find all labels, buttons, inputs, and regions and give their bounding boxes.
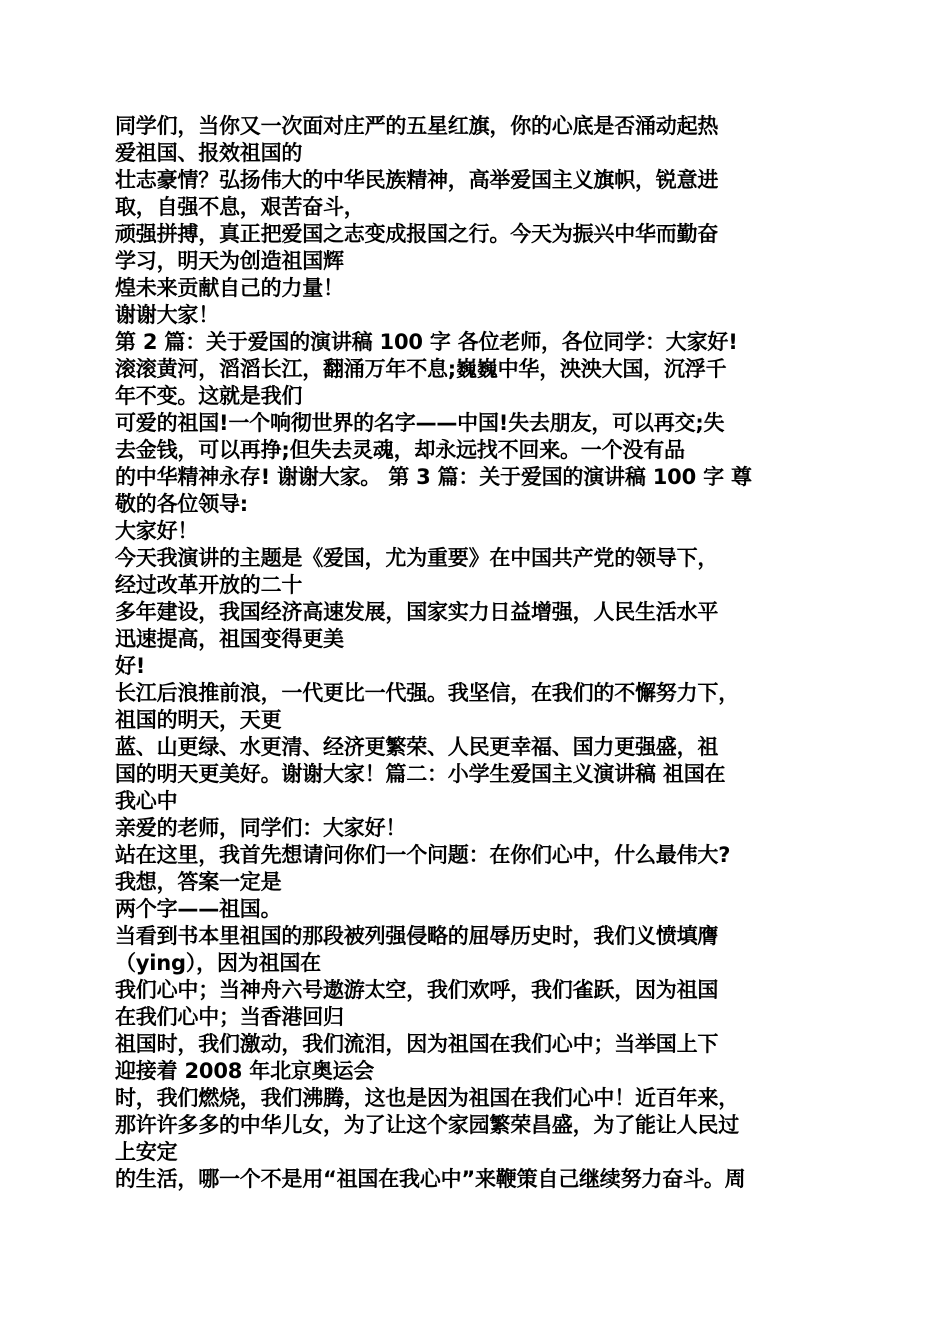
text-line: 上安定 xyxy=(115,1140,178,1164)
text-line: 长江后浪推前浪，一代更比一代强。我坚信，在我们的不懈努力下， xyxy=(115,681,739,705)
text-line: 那许许多多的中华儿女，为了让这个家园繁荣昌盛，为了能让人民过 xyxy=(115,1113,739,1137)
text-line: （ying），因为祖国在 xyxy=(115,951,321,975)
text-line: 学习，明天为创造祖国辉 xyxy=(115,249,344,273)
text-line: 祖国的明天，天更 xyxy=(115,708,282,732)
text-line: 迅速提高，祖国变得更美 xyxy=(115,627,344,651)
text-line: 我心中 xyxy=(115,789,178,813)
text-line: 亲爱的老师，同学们：大家好！ xyxy=(115,816,407,840)
text-line: 年不变。这就是我们 xyxy=(115,384,303,408)
text-line: 我们心中；当神舟六号遨游太空，我们欢呼，我们雀跃，因为祖国 xyxy=(115,978,719,1002)
text-line: 当看到书本里祖国的那段被列强侵略的屈辱历史时，我们义愤填膺 xyxy=(115,924,719,948)
text-line: 好! xyxy=(115,654,146,678)
text-line: 取，自强不息，艰苦奋斗， xyxy=(115,195,365,219)
text-line: 祖国时，我们激动，我们流泪，因为祖国在我们心中；当举国上下 xyxy=(115,1032,719,1056)
text-line: 壮志豪情？弘扬伟大的中华民族精神，高举爱国主义旗帜，锐意进 xyxy=(115,168,719,192)
text-line: 国的明天更美好。谢谢大家！篇二：小学生爱国主义演讲稿 祖国在 xyxy=(115,762,726,786)
text-line: 去金钱，可以再挣;但失去灵魂，却永远找不回来。一个没有品 xyxy=(115,438,685,462)
text-line: 敬的各位领导: xyxy=(115,492,248,516)
text-line: 的中华精神永存! 谢谢大家。 第 3 篇：关于爱国的演讲稿 100 字 尊 xyxy=(115,465,752,489)
text-line: 迎接着 2008 年北京奥运会 xyxy=(115,1059,375,1083)
text-line: 可爱的祖国!一个响彻世界的名字——中国!失去朋友，可以再交;失 xyxy=(115,411,725,435)
speech-text-body xyxy=(115,113,845,1193)
text-line: 经过改革开放的二十 xyxy=(115,573,303,597)
text-line: 滚滚黄河，滔滔长江，翻涌万年不息;巍巍中华，泱泱大国，沉浮千 xyxy=(115,357,727,381)
text-line: 同学们，当你又一次面对庄严的五星红旗，你的心底是否涌动起热 xyxy=(115,114,719,138)
text-line: 谢谢大家！ xyxy=(115,303,219,327)
text-line: 多年建设，我国经济高速发展，国家实力日益增强，人民生活水平 xyxy=(115,600,719,624)
text-line: 站在这里，我首先想请问你们一个问题：在你们心中，什么最伟大? xyxy=(115,843,731,867)
text-line: 煌未来贡献自己的力量！ xyxy=(115,276,344,300)
text-line: 大家好！ xyxy=(115,519,199,543)
text-line: 第 2 篇：关于爱国的演讲稿 100 字 各位老师，各位同学：大家好! xyxy=(115,330,738,354)
text-line: 时，我们燃烧，我们沸腾，这也是因为祖国在我们心中！近百年来， xyxy=(115,1086,739,1110)
text-line: 今天我演讲的主题是《爱国，尤为重要》在中国共产党的领导下， xyxy=(115,546,719,570)
text-line: 两个字——祖国。 xyxy=(115,897,282,921)
text-line: 顽强拼搏，真正把爱国之志变成报国之行。今天为振兴中华而勤奋 xyxy=(115,222,719,246)
text-line: 爱祖国、报效祖国的 xyxy=(115,141,303,165)
text-line: 我想，答案一定是 xyxy=(115,870,282,894)
text-line: 蓝、山更绿、水更清、经济更繁荣、人民更幸福、国力更强盛，祖 xyxy=(115,735,719,759)
text-line: 的生活，哪一个不是用“祖国在我心中”来鞭策自己继续努力奋斗。周 xyxy=(115,1167,746,1191)
text-line: 在我们心中；当香港回归 xyxy=(115,1005,344,1029)
